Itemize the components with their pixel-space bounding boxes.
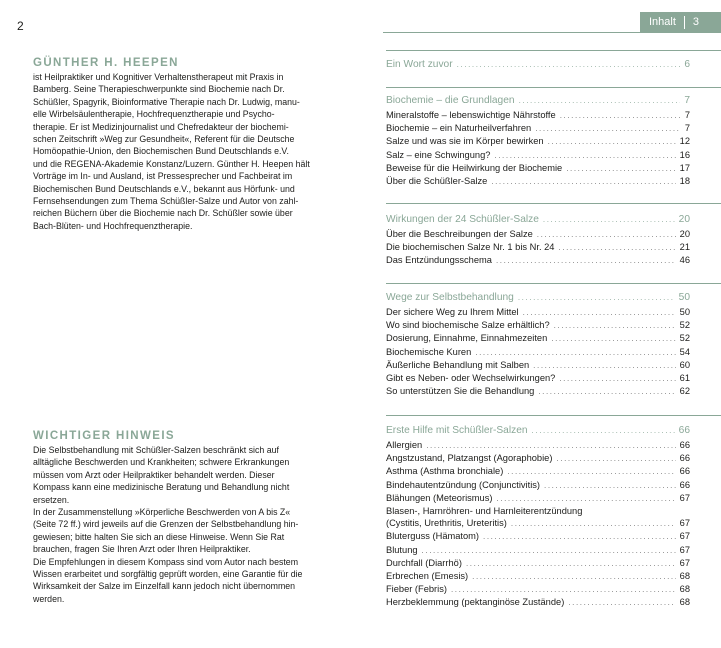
toc-title: Ein Wort zuvor [386, 59, 453, 70]
notice-line: Die Selbstbehandlung mit Schüßler-Salzen beschränkt sich auf [33, 445, 279, 455]
toc-page: 16 [679, 149, 690, 160]
toc-section-rule [386, 415, 721, 416]
toc-title: Blasen-, Harnröhren- und Harnleiterentzündung [386, 506, 583, 517]
toc-title: Bindehautentzündung (Conjunctivitis) [386, 479, 541, 490]
toc-entry[interactable] [386, 596, 690, 609]
toc-title: Beweise für die Heilwirkung der Biochemie [386, 162, 563, 173]
bio-line: reichen Büchern über die Biochemie nach Dr. Schüßler sowie über [33, 208, 293, 219]
toc-title: Biochemische Kuren [386, 346, 472, 357]
toc-page: 66 [679, 479, 690, 490]
toc-entry[interactable] [386, 557, 690, 570]
toc-leader [538, 386, 675, 398]
toc-page: 7 [684, 110, 690, 120]
toc-entry[interactable] [386, 135, 690, 148]
toc-title: Der sichere Weg zu Ihrem Mittel [386, 307, 519, 317]
toc-leader [466, 558, 676, 570]
toc-leader [532, 424, 675, 437]
toc-leader [566, 163, 675, 175]
toc-title: Wo sind biochemische Salze erhältlich? [386, 320, 550, 331]
toc-leader [519, 94, 681, 107]
bio-line: Fernsehsendungen zum Thema Schüßler-Salze und Autor von zahl- [33, 196, 299, 207]
toc-title: (Cystitis, Urethritis, Ureteritis) [386, 518, 507, 529]
toc-leader [496, 493, 675, 505]
toc-section-rule [386, 50, 721, 51]
toc-entry[interactable] [386, 479, 690, 492]
bio-line: und die REGENA-Akademie Konstanz/Luzern. Günther H. Heepen hält [33, 158, 310, 169]
notice-line: (Seite 72 ff.) wird jeweils auf die Grenzen der Selbstbehandlung hin- [33, 519, 299, 530]
toc-page: 20 [679, 229, 690, 239]
notice-line: werden. [33, 593, 65, 604]
toc-leader [523, 307, 676, 319]
toc-section-wirkungen [386, 213, 690, 268]
toc-leader [558, 242, 675, 254]
toc-page: 66 [679, 466, 690, 477]
toc-leader [544, 480, 676, 492]
toc-entry[interactable] [386, 332, 690, 345]
toc-entry[interactable] [386, 306, 690, 319]
toc-section-rule [386, 87, 721, 88]
toc-title: Bluterguss (Hämatom) [386, 531, 479, 542]
toc-title: Äußerliche Behandlung mit Salben [386, 359, 530, 370]
toc-entry[interactable] [386, 228, 690, 241]
toc-title: Allergien [386, 440, 423, 450]
toc-title: Angstzustand, Platzangst (Agoraphobie) [386, 453, 553, 464]
toc-page: 6 [684, 59, 690, 70]
toc-leader [518, 291, 675, 304]
bio-line: Bach-Blüten- und Hochfrequenztherapie. [33, 220, 193, 231]
notice-line: alltägliche Beschwerden und Krankheiten; schwere Erkrankungen [33, 457, 290, 468]
toc-leader [457, 58, 681, 71]
toc-leader [475, 347, 675, 359]
toc-entry[interactable] [386, 385, 690, 398]
bio-line: Homöopathie-Union, den Biochemischen Bund Deutschlands e.V. [33, 146, 289, 157]
toc-entry[interactable] [386, 254, 690, 267]
toc-leader [548, 136, 676, 148]
toc-page: 61 [679, 373, 690, 384]
toc-entry[interactable] [386, 505, 690, 517]
toc-leader [537, 229, 676, 241]
toc-title: So unterstützen Sie die Behandlung [386, 386, 535, 397]
toc-title: Durchfall (Diarrhö) [386, 557, 462, 568]
toc-title: Fieber (Febris) [386, 584, 447, 595]
bio-line: Schüßler, Spagyrik, Bioinformative Therapie nach Dr. Ludwig, manu- [33, 96, 300, 107]
toc-title: Über die Schüßler-Salze [386, 176, 488, 187]
toc-title: Gibt es Neben- oder Wechselwirkungen? [386, 373, 556, 384]
toc-leader [560, 110, 681, 122]
toc-page: 68 [679, 584, 690, 595]
toc-title: Die biochemischen Salze Nr. 1 bis Nr. 24 [386, 242, 555, 253]
toc-page: 68 [679, 571, 690, 582]
tab-separator [684, 16, 685, 29]
notice-line: Wissen erarbeitet und sorgfältig geprüft worden, eine Garantie für die [33, 569, 303, 580]
bio-line: therapie. Er ist Medizinjournalist und Chefredakteur der biochemi- [33, 121, 289, 132]
toc-section-erste-hilfe [386, 424, 690, 610]
toc-title: Herzbeklemmung (pektanginöse Zustände) [386, 597, 565, 608]
toc-leader [543, 213, 675, 226]
toc-page: 18 [679, 176, 690, 187]
toc-section-heading[interactable] [386, 424, 690, 437]
toc-title: Wege zur Selbstbehandlung [386, 292, 514, 303]
toc-title: Über die Beschreibungen der Salze [386, 229, 533, 239]
author-name: GÜNTHER H. HEEPEN [33, 57, 179, 69]
toc-entry[interactable] [386, 570, 690, 583]
toc-section-heading[interactable] [386, 58, 690, 71]
toc-entry[interactable] [386, 583, 690, 596]
toc-title: Biochemie – die Grundlagen [386, 95, 515, 106]
toc-title: Erste Hilfe mit Schüßler-Salzen [386, 425, 528, 436]
toc-page: 17 [679, 162, 690, 173]
toc-section-heading[interactable] [386, 213, 690, 226]
toc-page: 46 [679, 255, 690, 266]
toc-page: 67 [679, 531, 690, 542]
right-page-number: 3 [692, 16, 700, 28]
toc-page: 66 [679, 453, 690, 464]
toc-entry[interactable] [386, 517, 690, 530]
toc-leader [494, 150, 675, 162]
toc-entry[interactable] [386, 544, 690, 557]
inhalt-tab-label: Inhalt [649, 16, 676, 28]
toc-entry[interactable] [386, 346, 690, 359]
toc-leader [496, 255, 676, 267]
toc-leader [511, 518, 676, 530]
left-page-number: 2 [17, 19, 24, 33]
toc-leader [551, 333, 675, 345]
toc-entry[interactable] [386, 465, 690, 478]
notice-line: müssen vom Arzt oder Heilpraktiker behandelt werden. Dieser [33, 469, 275, 480]
toc-leader [422, 545, 676, 557]
notice-text [33, 444, 353, 605]
toc-leader [451, 584, 676, 596]
toc-leader [554, 320, 676, 332]
toc-section-wege [386, 291, 690, 398]
toc-page: 12 [679, 136, 690, 147]
toc-title: Wirkungen der 24 Schüßler-Salze [386, 214, 539, 225]
toc-section-rule [386, 283, 721, 284]
toc-entry[interactable] [386, 149, 690, 162]
header-rule [383, 32, 721, 33]
toc-page: 52 [679, 320, 690, 331]
toc-leader [491, 176, 675, 188]
notice-line: Wirksamkeit der Salze im Einzelfall kann jedoch nicht übernommen [33, 581, 296, 592]
toc-entry[interactable] [386, 122, 690, 135]
toc-entry[interactable] [386, 162, 690, 175]
toc-page: 66 [679, 440, 690, 450]
toc-title: Dosierung, Einnahme, Einnahmezeiten [386, 333, 548, 344]
toc-leader [472, 571, 676, 583]
toc-leader [426, 440, 675, 452]
toc-leader [483, 531, 676, 543]
author-bio [33, 56, 353, 232]
toc-page: 67 [679, 518, 690, 529]
notice-line: gewiesen; bitte halten Sie sich an diese Hinweise. Wenn Sie Rat [33, 531, 285, 542]
toc-title: Biochemie – ein Naturheilverfahren [386, 123, 532, 134]
notice-title: WICHTIGER HINWEIS [33, 430, 175, 442]
toc-section-wort [386, 58, 690, 73]
toc-entry[interactable] [386, 359, 690, 372]
bio-line: elle Wirbelsäulentherapie, Hochfrequenztherapie und Psycho- [33, 109, 275, 120]
toc-leader [507, 466, 675, 478]
toc-page: 50 [679, 307, 690, 317]
bio-line: schen Zeitschrift »Weg zur Gesundheit«, Referent für die Deutsche [33, 134, 295, 145]
toc-page: 7 [684, 123, 690, 134]
toc-title: Blutung [386, 544, 418, 555]
toc-entry[interactable] [386, 319, 690, 332]
toc-title: Salze und was sie im Körper bewirken [386, 136, 544, 147]
toc-section-heading[interactable] [386, 291, 690, 304]
toc-section-grundlagen [386, 94, 690, 188]
toc-page: 66 [678, 425, 690, 436]
toc-entry[interactable] [386, 175, 690, 188]
toc-title: Das Entzündungsschema [386, 255, 492, 266]
toc-entry[interactable] [386, 530, 690, 543]
toc-leader [559, 373, 675, 385]
toc-leader [568, 597, 675, 609]
toc-page: 20 [678, 214, 690, 225]
notice-line: Kompass kann eine medizinische Beratung und Behandlung nicht [33, 482, 290, 493]
toc-page: 7 [684, 95, 690, 106]
inhalt-tab [640, 12, 721, 32]
toc-page: 67 [679, 544, 690, 555]
toc-page: 67 [679, 557, 690, 568]
toc-leader [556, 453, 675, 465]
toc-page: 52 [679, 333, 690, 344]
toc-page: 50 [678, 292, 690, 303]
toc-entry[interactable] [386, 492, 690, 505]
notice-line: In der Zusammenstellung »Körperliche Beschwerden von A bis Z« [33, 507, 291, 518]
toc-entry[interactable] [386, 109, 690, 122]
bio-line: ist Heilpraktiker und Kognitiver Verhaltenstherapeut mit Praxis in [33, 72, 284, 82]
toc-section-heading[interactable] [386, 94, 690, 107]
toc-title: Salz – eine Schwingung? [386, 149, 491, 160]
toc-leader [533, 360, 675, 372]
notice-line: Die Empfehlungen in diesem Kompass sind vom Autor nach bestem [33, 556, 299, 567]
toc-entry[interactable] [386, 452, 690, 465]
bio-line: Vorträge im In- und Ausland, ist Pressesprecher und Fachbeirat im [33, 171, 293, 182]
toc-page: 54 [679, 346, 690, 357]
author-bio-text [33, 71, 353, 232]
toc-page: 68 [679, 597, 690, 608]
toc-section-rule [386, 203, 721, 204]
bio-line: Biochemischen Bund Deutschlands e.V., bekannt aus Hörfunk- und [33, 183, 295, 194]
toc-entry[interactable] [386, 241, 690, 254]
toc-entry[interactable] [386, 372, 690, 385]
toc-title: Blähungen (Meteorismus) [386, 492, 493, 503]
toc-leader [535, 123, 681, 135]
toc-title: Mineralstoffe – lebenswichtige Nährstoffe [386, 110, 556, 120]
important-notice [33, 429, 353, 605]
bio-line: Bamberg. Seine Therapieschwerpunkte sind Biochemie nach Dr. [33, 84, 285, 95]
toc-title: Erbrechen (Emesis) [386, 571, 469, 582]
toc-page: 21 [679, 242, 690, 253]
toc-entry[interactable] [386, 439, 690, 452]
notice-line: ersetzen. [33, 494, 70, 505]
notice-line: brauchen, fragen Sie Ihren Arzt oder Ihren Heilpraktiker. [33, 544, 251, 555]
toc-page: 60 [679, 359, 690, 370]
toc-page: 67 [679, 492, 690, 503]
toc-page: 62 [679, 386, 690, 397]
toc-title: Asthma (Asthma bronchiale) [386, 466, 504, 477]
